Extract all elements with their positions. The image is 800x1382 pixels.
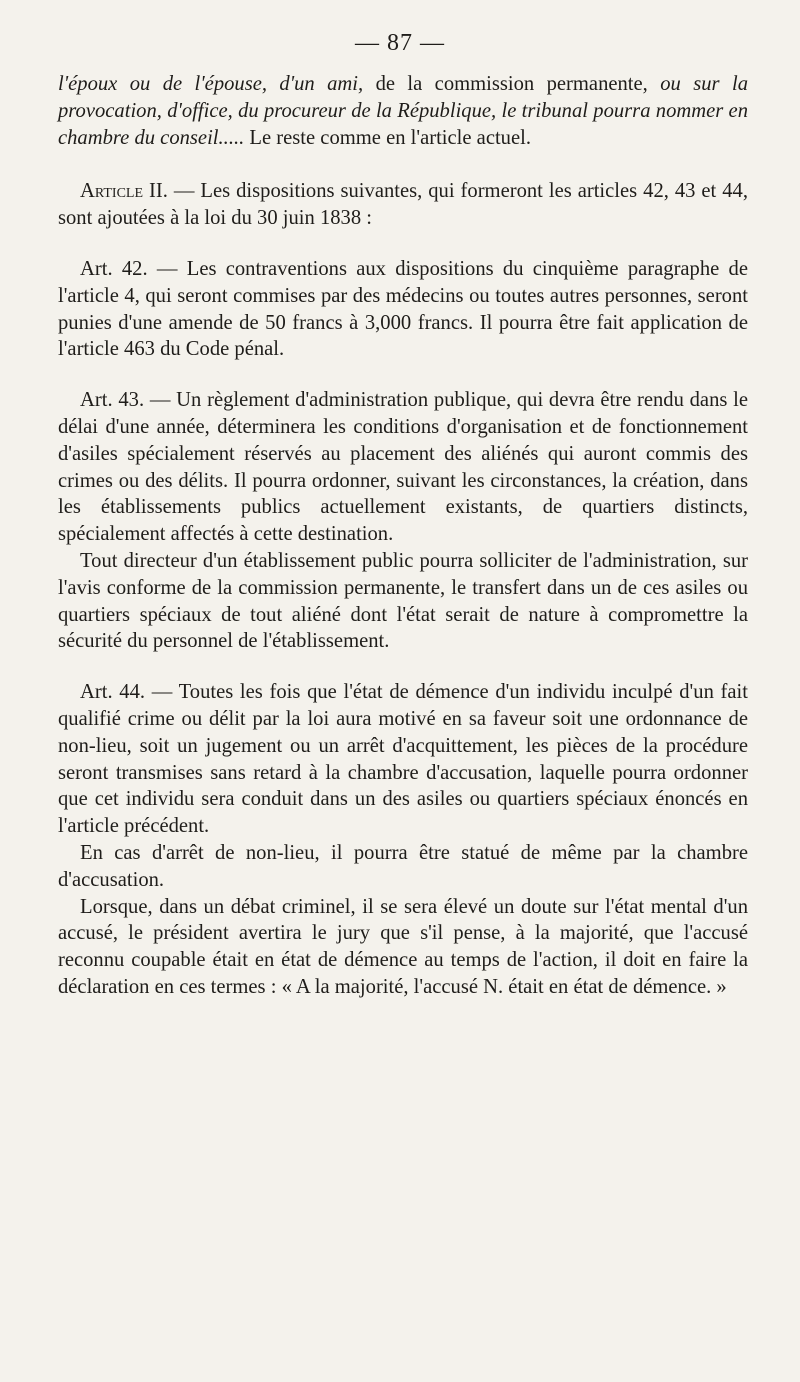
intro-italic-a: l'époux ou de l'épouse, d'un ami, — [58, 73, 364, 95]
document-body — [58, 71, 748, 1001]
article-2-label: Article — [80, 180, 144, 203]
intro-plain-a: de la commission permanente, — [363, 73, 661, 95]
article-2-text: II. — Les dispositions suivantes, qui formeront les articles 42, 43 et 44, sont ajoutées à la loi du 30 juin 1838 : — [58, 180, 748, 230]
art-42-paragraph: Art. 42. — Les contraventions aux dispositions du cinquième paragraphe de l'article 4, qui seront commises par des médecins ou toutes autres personnes, seront punies d'une amende de 50 francs à 3,000 francs. Il pourra être fait application de l'article 463 du Code pénal. — [58, 257, 748, 361]
intro-italic-b: ou sur la provocation, d'office, du procureur de la République, le tribunal pourra nommer en chambre du conseil..... — [58, 73, 748, 149]
page-number: — 87 — — [355, 30, 445, 56]
intro-paragraph — [58, 71, 748, 151]
art-44-paragraph-2: En cas d'arrêt de non-lieu, il pourra être statué de même par la chambre d'accusation. — [58, 841, 748, 891]
art-43-paragraph-2: Tout directeur d'un établissement public pourra solliciter de l'administration, sur l'avis conforme de la commission permanente, le transfert dans un de ces asiles ou quartiers spéciaux de tout aliéné dont l'état serait de nature à compromettre la sécurité du personnel de l'établissement. — [58, 549, 748, 653]
intro-plain-b: Le reste comme en l'article actuel. — [244, 126, 531, 149]
art-43-paragraph-1: Art. 43. — Un règlement d'administration publique, qui devra être rendu dans le délai d'une année, déterminera les conditions d'organisation et de fonctionnement d'asiles spécialement réservés au placement des aliénés qui auront commis des crimes ou des délits. Il pourra ordonner, suivant les circonstances, la création, dans les établissements publics actuellement existants, de quartiers distincts, spécialement affectés à cette destination. — [58, 389, 748, 546]
article-2-paragraph — [58, 178, 748, 232]
art-44-paragraph-1: Art. 44. — Toutes les fois que l'état de démence d'un individu inculpé d'un fait qualifié crime ou délit par la loi aura motivé en sa faveur soit une ordonnance de non-lieu, soit un jugement ou un arrêt d'acquittement, les pièces de la procédure seront transmises sans retard à la chambre d'accusation, laquelle pourra ordonner que cet individu sera conduit dans un des asiles ou quartiers spéciaux énoncés en l'article précédent. — [58, 681, 748, 838]
art-44-paragraph-3: Lorsque, dans un débat criminel, il se sera élevé un doute sur l'état mental d'un accusé, le président avertira le jury que s'il pense, à la majorité, que l'accusé reconnu coupable était en état de démence au temps de l'action, il doit en faire la déclaration en ces termes : « A la majorité, l'accusé N. était en état de démence. » — [58, 895, 748, 998]
